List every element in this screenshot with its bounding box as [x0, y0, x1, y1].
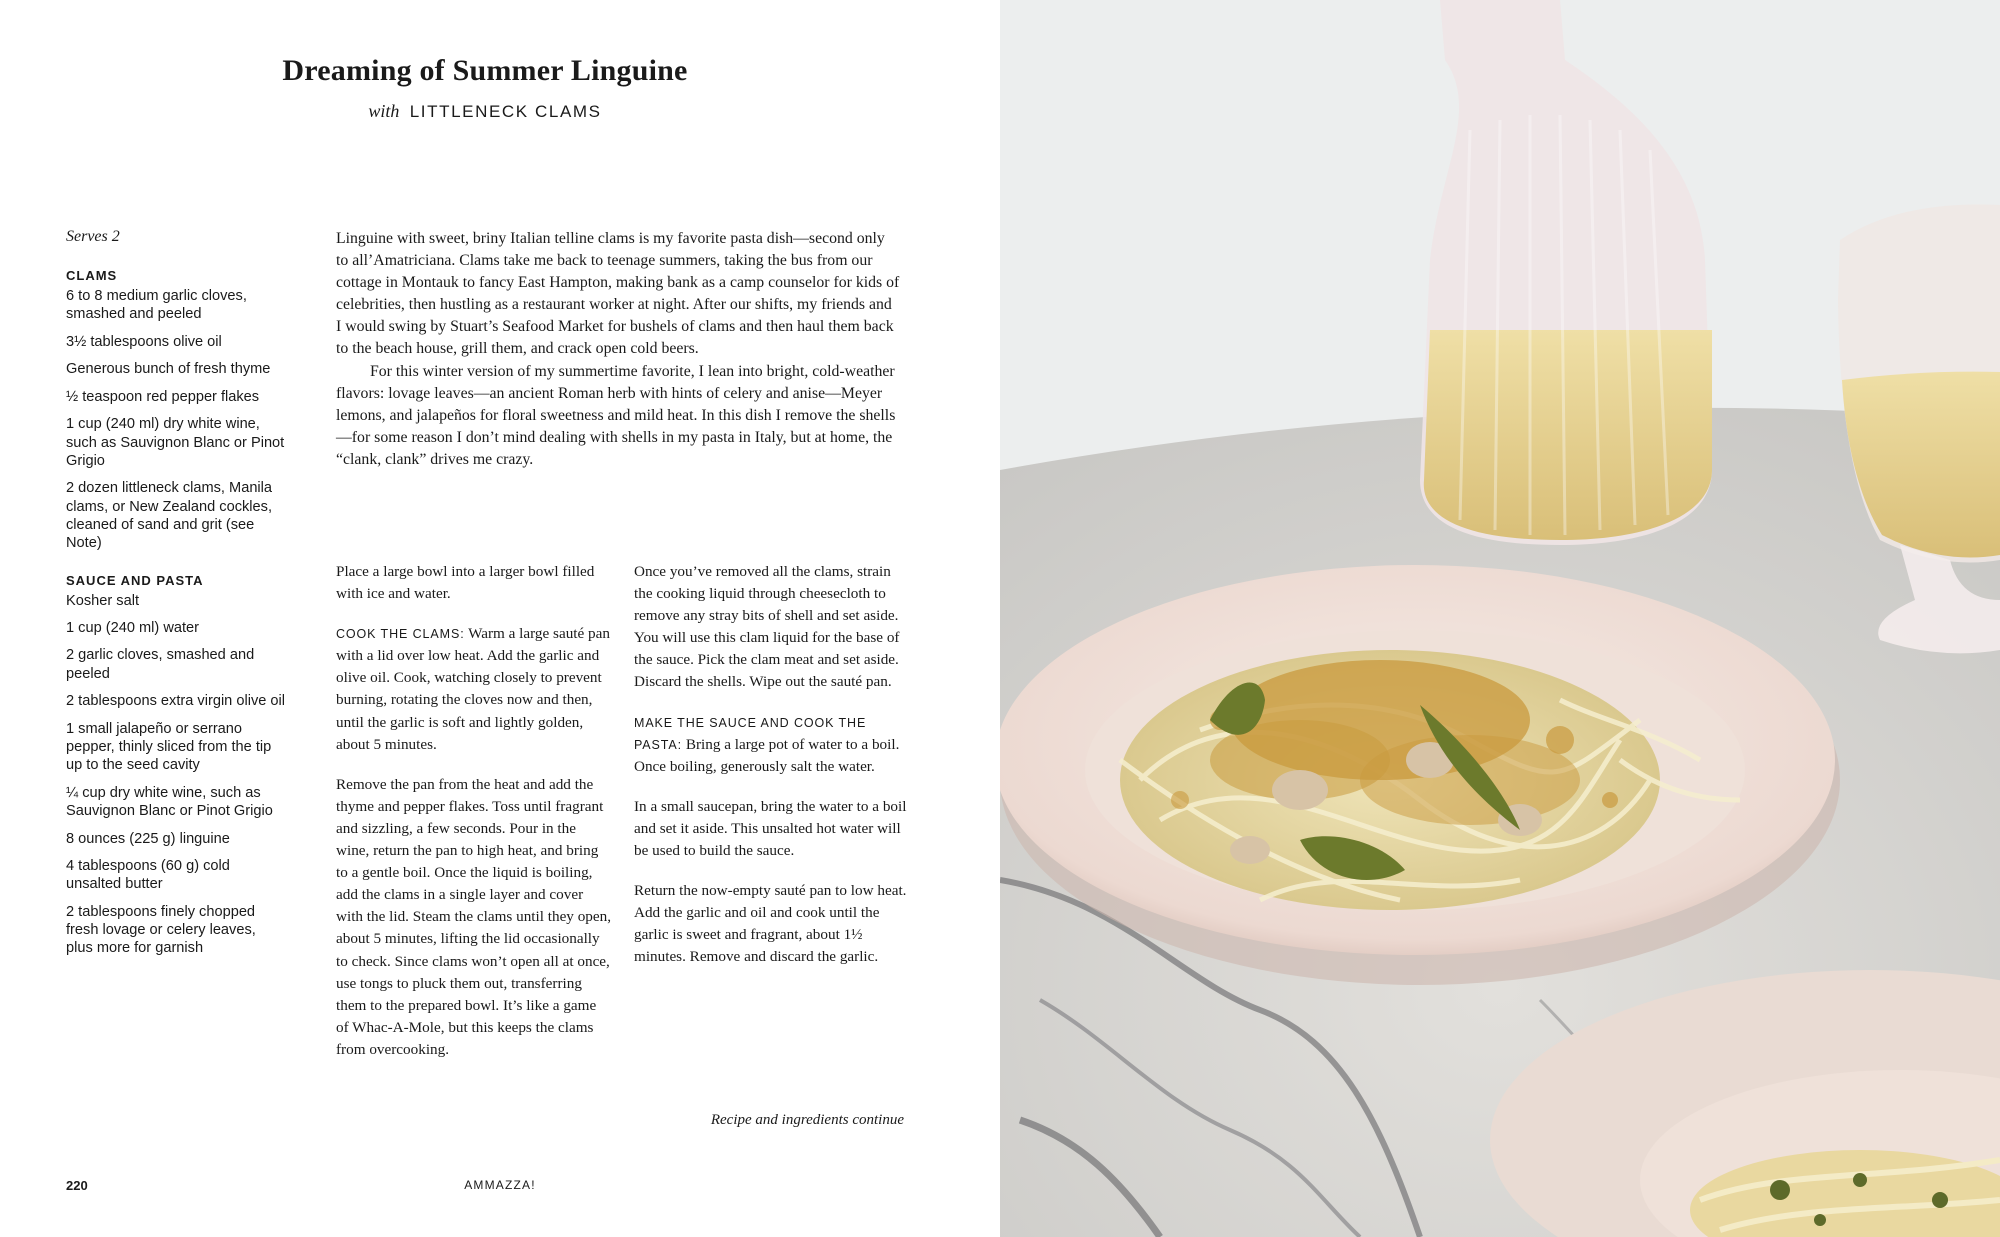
ingredient-item: Generous bunch of fresh thyme — [66, 361, 271, 378]
method-column-2 — [634, 561, 909, 987]
ingredient-item: 2 garlic cloves, smashed and peeled — [66, 647, 255, 682]
ingredient-item: Kosher salt — [66, 592, 140, 609]
continue-note: Recipe and ingredients continue — [710, 1112, 904, 1128]
ingredient-item: ¼ cup dry white wine, such as Sauvignon Blanc or Pinot Grigio — [66, 784, 273, 820]
ingredient-item: 8 ounces (225 g) linguine — [66, 830, 230, 847]
method-step — [336, 623, 611, 756]
ingredient-group-clams — [66, 268, 286, 553]
intro-text — [336, 228, 901, 471]
method-paragraph: In a small saucepan, bring the water to a boil and set it aside. This unsalted hot water will be used to build the sauce. — [634, 797, 907, 860]
ingredient-item: 1 cup (240 ml) dry white wine, such as Sauvignon Blanc or Pinot Grigio — [66, 416, 285, 469]
subtitle-with: with — [368, 101, 400, 121]
subtitle-name: LITTLENECK CLAMS — [409, 102, 602, 121]
intro-paragraph: For this winter version of my summertime favorite, I lean into bright, cold-weather flavors: lovage leaves—an ancient Roman herb with hints of celery and anise—Meyer lemons, and jalapeños for floral sweetness and mild heat. In this dish I remove the shells—for some reason I don’t mind dealing with shells in my pasta in Italy, but at home, the “clank, clank” drives me crazy. — [336, 362, 896, 468]
serves-label: Serves 2 — [66, 228, 120, 245]
food-photo — [1000, 0, 2000, 1237]
step-heading: MAKE THE SAUCE AND COOK THE PASTA: — [634, 715, 867, 752]
running-head: AMMAZZA! — [464, 1178, 536, 1192]
page-number: 220 — [66, 1178, 88, 1193]
method-column-1 — [336, 561, 611, 1079]
intro-paragraph: Linguine with sweet, briny Italian telline clams is my favorite pasta dish—second only to all’Amatriciana. Clams take me back to teenage summers, taking the bus from our cottage in Montauk to fancy East Hampton, making bank as a camp counselor for kids of celebrities, then hustling as a restaurant worker at night. After our shifts, my friends and I would swing by Stuart’s Seafood Market for bushels of clams and then haul them back to the beach house, grill them, and crack open cold beers. — [336, 230, 900, 358]
ingredients-column — [66, 228, 286, 967]
step-heading: COOK THE CLAMS: — [336, 627, 465, 642]
step-text: Bring a large pot of water to a boil. Once boiling, generously salt the water. — [634, 735, 900, 775]
method-step — [634, 712, 909, 778]
pasta-photo-illustration — [1000, 0, 2000, 1237]
recipe-subtitle — [0, 101, 970, 122]
ingredient-item: 2 tablespoons extra virgin olive oil — [66, 693, 286, 710]
method-paragraph: Remove the pan from the heat and add the thyme and pepper flakes. Toss until fragrant and sizzling, a few seconds. Pour in the wine, return the pan to high heat, and bring to a gentle boil. Once the liquid is boiling, add the clams in a single layer and cover with the lid. Steam the clams until they open, about 5 minutes, lifting the lid occasionally to check. Since clams won’t open all at once, use tongs to pluck them out, transferring them to the prepared bowl. It’s like a game of Whac-A-Mole, but this keeps the clams from overcooking. — [336, 775, 612, 1058]
recipe-title: Dreaming of Summer Linguine — [282, 54, 688, 87]
ingredient-item: 2 dozen littleneck clams, Manila clams, or New Zealand cockles, cleaned of sand and grit (see Note) — [66, 480, 273, 552]
step-text: Warm a large sauté pan with a lid over low heat. Add the garlic and olive oil. Cook, watching closely to prevent burning, rotating the cloves now and then, until the garlic is soft and lightly golden, about 5 minutes. — [336, 625, 610, 753]
ingredient-group-sauce — [66, 573, 286, 958]
ingredient-item: 3½ tablespoons olive oil — [66, 333, 222, 350]
ingredient-item: ½ teaspoon red pepper flakes — [66, 388, 260, 405]
ingredient-item: 1 small jalapeño or serrano pepper, thinly sliced from the tip up to the seed cavity — [66, 720, 272, 774]
ingredient-item: 1 cup (240 ml) water — [66, 619, 200, 636]
ingredient-item: 4 tablespoons (60 g) cold unsalted butter — [66, 858, 230, 893]
method-paragraph: Once you’ve removed all the clams, strain the cooking liquid through cheesecloth to remove any stray bits of shell and set aside. You will use this clam liquid for the base of the sauce. Pick the clam meat and set aside. Discard the shells. Wipe out the sauté pan. — [634, 563, 900, 691]
method-paragraph: Return the now-empty sauté pan to low heat. Add the garlic and oil and cook until the garlic is sweet and fragrant, about 1½ minutes. Remove and discard the garlic. — [634, 882, 907, 966]
ingredient-item: 6 to 8 medium garlic cloves, smashed and peeled — [66, 288, 247, 323]
ingredient-heading: CLAMS — [66, 268, 118, 283]
method-paragraph: Place a large bowl into a larger bowl filled with ice and water. — [336, 563, 595, 603]
ingredient-item: 2 tablespoons finely chopped fresh lovage or celery leaves, plus more for garnish — [66, 903, 256, 957]
ingredient-heading: SAUCE AND PASTA — [66, 572, 204, 588]
